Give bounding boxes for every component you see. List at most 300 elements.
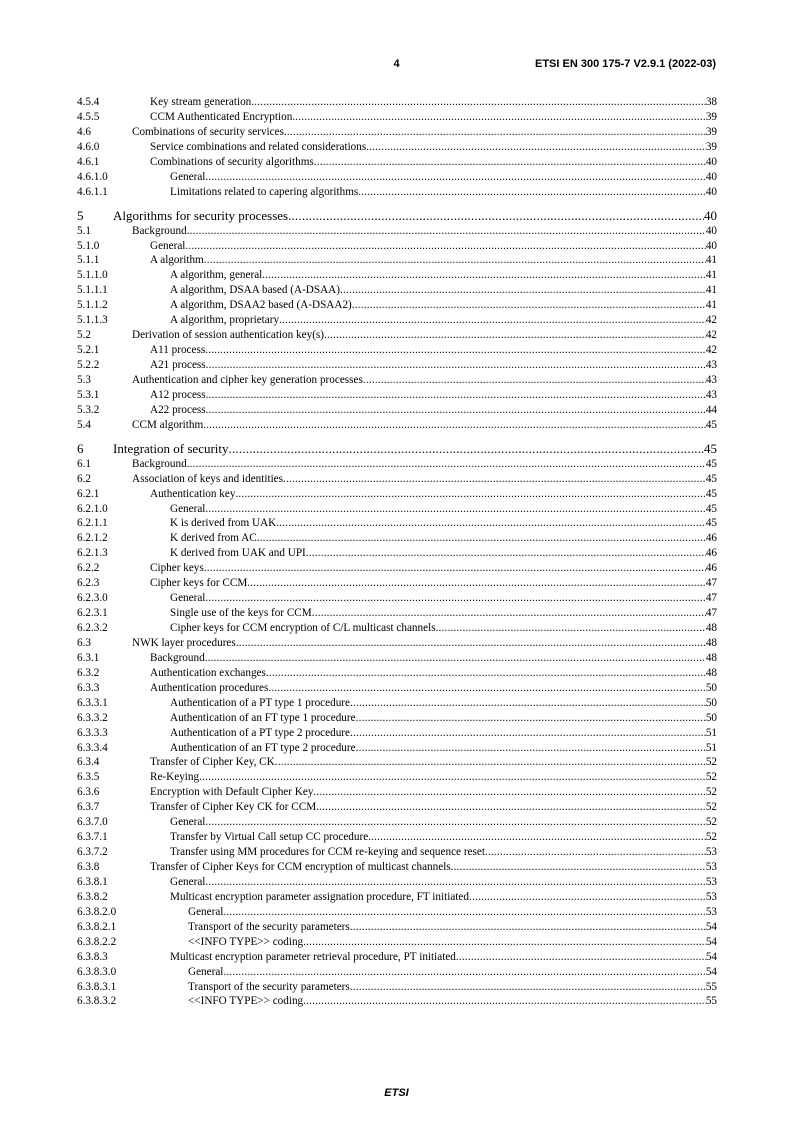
toc-entry-page: 42 xyxy=(705,329,717,342)
toc-entry-title: Authentication of a PT type 2 procedure xyxy=(170,726,350,739)
toc-leader-dots xyxy=(185,239,705,254)
toc-entry[interactable] xyxy=(77,755,717,770)
toc-entry[interactable] xyxy=(77,681,717,696)
toc-entry[interactable] xyxy=(77,770,717,785)
toc-entry-number: 6.3.8.3.1 xyxy=(77,980,117,993)
footer-org: ETSI xyxy=(384,1087,409,1099)
toc-entry-title: Service combinations and related considerations xyxy=(150,140,367,153)
toc-entry-title: Authentication of a PT type 1 procedure xyxy=(170,696,350,709)
toc-entry-title: <<INFO TYPE>> coding xyxy=(188,995,304,1008)
toc-entry[interactable] xyxy=(77,636,717,651)
toc-entry-title: <<INFO TYPE>> coding xyxy=(188,935,304,948)
toc-entry[interactable] xyxy=(77,666,717,681)
toc-entry-title: Re-Keying xyxy=(150,771,200,784)
toc-entry-page: 46 xyxy=(705,562,717,575)
toc-leader-dots xyxy=(356,711,706,726)
toc-entry-number: 4.6.1.1 xyxy=(77,185,108,198)
toc-leader-dots xyxy=(205,502,705,517)
toc-entry-page: 42 xyxy=(705,344,717,357)
toc-entry-page: 52 xyxy=(705,756,717,769)
toc-leader-dots xyxy=(352,298,706,313)
toc-entry-number: 5.2.1 xyxy=(77,344,100,357)
toc-entry-number: 6.3.8 xyxy=(77,861,100,873)
toc-entry-number: 5.3.2 xyxy=(77,403,100,416)
toc-leader-dots xyxy=(350,980,706,995)
toc-leader-dots xyxy=(223,905,705,920)
toc-entry-page: 43 xyxy=(705,388,717,401)
toc-leader-dots xyxy=(288,207,704,224)
toc-entry-page: 51 xyxy=(705,726,717,739)
toc-entry-page: 38 xyxy=(705,96,717,108)
toc-entry-number: 6.3.3.4 xyxy=(77,741,108,754)
toc-entry-page: 45 xyxy=(705,502,717,515)
toc-entry-title: General xyxy=(188,965,224,978)
toc-entry-number: 6.3.7 xyxy=(77,801,100,814)
toc-entry[interactable] xyxy=(77,726,717,741)
toc-leader-dots xyxy=(266,666,706,681)
toc-entry-title: Authentication key xyxy=(150,487,236,500)
toc-entry-title: General xyxy=(170,502,206,515)
toc-entry-page: 54 xyxy=(705,935,717,948)
toc-entry-title: Transfer of Cipher Key, CK xyxy=(150,756,275,769)
toc-entry-title: General xyxy=(188,905,224,918)
toc-leader-dots xyxy=(303,994,706,1009)
toc-entry[interactable] xyxy=(77,224,717,239)
toc-leader-dots xyxy=(205,875,705,890)
toc-entry-number: 6.2.2 xyxy=(77,562,100,575)
toc-entry-page: 47 xyxy=(705,577,717,590)
toc-leader-dots xyxy=(279,313,706,328)
toc-leader-dots xyxy=(205,170,705,185)
toc-entry-page: 53 xyxy=(705,890,717,903)
toc-entry[interactable] xyxy=(77,110,717,125)
toc-entry-title: NWK layer procedures xyxy=(132,636,236,649)
toc-entry-page: 48 xyxy=(705,636,717,649)
toc-entry[interactable] xyxy=(77,298,717,313)
toc-entry-page: 53 xyxy=(705,861,717,873)
toc-entry-page: 46 xyxy=(705,547,717,560)
toc-entry[interactable] xyxy=(77,253,717,268)
toc-entry[interactable] xyxy=(77,170,717,185)
toc-entry-number: 6.3.5 xyxy=(77,771,100,784)
toc-leader-dots xyxy=(223,965,705,980)
toc-entry-number: 5.1.1.1 xyxy=(77,284,108,297)
toc-entry[interactable] xyxy=(77,711,717,726)
toc-leader-dots xyxy=(205,591,705,606)
toc-entry-title: Cipher keys for CCM encryption of C/L multicast channels xyxy=(170,622,436,634)
toc-entry-page: 52 xyxy=(705,816,717,829)
toc-entry-title: A algorithm, DSAA based (A-DSAA) xyxy=(170,284,340,297)
toc-entry[interactable] xyxy=(77,651,717,666)
toc-entry-number: 5.4 xyxy=(77,418,91,431)
toc-entry-page: 41 xyxy=(705,254,717,267)
toc-entry-number: 5.3.1 xyxy=(77,388,100,401)
toc-leader-dots xyxy=(206,388,706,403)
toc-entry-title: Cipher keys xyxy=(150,562,204,575)
toc-entry-number: 6.3.3 xyxy=(77,681,100,694)
toc-leader-dots xyxy=(262,268,706,283)
toc-leader-dots xyxy=(350,920,706,935)
toc-entry-title: Authentication of an FT type 2 procedure xyxy=(170,741,356,754)
toc-entry-title: General xyxy=(170,170,206,183)
document-id: ETSI EN 300 175-7 V2.9.1 (2022-03) xyxy=(535,58,716,70)
toc-entry-number: 5.3 xyxy=(77,373,91,386)
toc-leader-dots xyxy=(187,457,706,472)
toc-leader-dots xyxy=(205,651,706,666)
toc-entry-page: 53 xyxy=(705,846,717,859)
toc-entry-page: 52 xyxy=(705,801,717,814)
toc-entry-title: K derived from AC xyxy=(170,532,257,545)
toc-entry[interactable] xyxy=(77,935,717,950)
toc-leader-dots xyxy=(205,815,705,830)
toc-entry-title: Key stream generation xyxy=(150,96,252,108)
toc-entry[interactable] xyxy=(77,830,717,845)
toc-entry-page: 54 xyxy=(705,950,717,963)
toc-entry-page: 44 xyxy=(705,403,717,416)
toc-entry-title: Transport of the security parameters xyxy=(188,920,350,933)
toc-entry-title: Authentication procedures xyxy=(150,681,269,694)
toc-leader-dots xyxy=(340,283,706,298)
toc-entry-page: 50 xyxy=(705,681,717,694)
toc-entry-number: 6.3.8.2.2 xyxy=(77,935,117,948)
toc-entry-number: 6.3.3.2 xyxy=(77,711,108,724)
toc-entry-number: 6 xyxy=(77,440,84,456)
toc-entry-number: 6.3.3.1 xyxy=(77,696,108,709)
toc-leader-dots xyxy=(456,950,706,965)
toc-entry-title: A21 process xyxy=(150,359,206,371)
toc-entry-page: 46 xyxy=(705,532,717,545)
toc-entry-title: Background xyxy=(132,224,187,237)
toc-entry-number: 6.2.3.0 xyxy=(77,592,108,605)
toc-entry-page: 40 xyxy=(704,207,717,223)
toc-entry-title: Algorithms for security processes xyxy=(113,207,289,223)
toc-leader-dots xyxy=(247,576,706,591)
toc-leader-dots xyxy=(368,830,706,845)
toc-entry[interactable] xyxy=(77,965,717,980)
toc-entry-number: 6.3.7.0 xyxy=(77,816,108,829)
toc-leader-dots xyxy=(206,358,706,373)
toc-entry-number: 4.6 xyxy=(77,125,91,138)
toc-entry[interactable] xyxy=(77,502,717,517)
toc-entry-number: 6.2.3 xyxy=(77,577,100,590)
toc-entry-title: Authentication and cipher key generation processes xyxy=(132,373,363,386)
toc-entry-page: 55 xyxy=(705,995,717,1008)
toc-entry[interactable] xyxy=(77,980,717,995)
toc-entry-page: 45 xyxy=(704,440,717,456)
toc-entry-title: A22 process xyxy=(150,403,206,416)
toc-leader-dots xyxy=(313,785,705,800)
toc-leader-dots xyxy=(204,561,706,576)
toc-entry-number: 6.3.4 xyxy=(77,756,100,769)
toc-entry-title: CCM algorithm xyxy=(132,418,204,431)
toc-entry-page: 45 xyxy=(705,487,717,500)
toc-entry[interactable] xyxy=(77,155,717,170)
toc-entry-title: Transport of the security parameters xyxy=(188,980,350,993)
toc-entry-title: Encryption with Default Cipher Key xyxy=(150,786,314,799)
toc-entry-number: 5.1.1 xyxy=(77,254,100,267)
toc-entry-title: Authentication exchanges xyxy=(150,666,266,679)
toc-entry-title: Multicast encryption parameter retrieval procedure, PT initiated xyxy=(170,950,456,963)
toc-entry[interactable] xyxy=(77,890,717,905)
toc-entry-title: Association of keys and identities xyxy=(132,472,284,485)
toc-entry-page: 41 xyxy=(705,299,717,312)
toc-entry[interactable] xyxy=(77,239,717,254)
toc-entry-number: 5.2.2 xyxy=(77,359,100,371)
toc-entry-title: K is derived from UAK xyxy=(170,517,277,530)
toc-entry[interactable] xyxy=(77,343,717,358)
toc-leader-dots xyxy=(284,125,706,140)
toc-entry-page: 48 xyxy=(705,651,717,664)
toc-entry-title: A11 process xyxy=(150,344,206,357)
toc-entry-title: Cipher keys for CCM xyxy=(150,577,248,590)
toc-entry-page: 55 xyxy=(705,980,717,993)
toc-entry-page: 52 xyxy=(705,831,717,844)
toc-entry-number: 6.3.8.2.1 xyxy=(77,920,117,933)
toc-leader-dots xyxy=(356,741,706,756)
toc-entry-page: 43 xyxy=(705,373,717,386)
toc-leader-dots xyxy=(485,845,706,860)
toc-leader-dots xyxy=(306,546,706,561)
toc-entry[interactable] xyxy=(77,920,717,935)
toc-entry[interactable] xyxy=(77,373,717,388)
toc-entry[interactable] xyxy=(77,125,717,140)
toc-entry-title: Multicast encryption parameter assignation procedure, FT initiated xyxy=(170,890,469,903)
toc-entry[interactable] xyxy=(77,95,717,110)
toc-entry[interactable] xyxy=(77,403,717,418)
toc-entry-page: 48 xyxy=(705,622,717,634)
toc-leader-dots xyxy=(206,403,706,418)
toc-leader-dots xyxy=(199,770,706,785)
toc-entry-number: 5.1.1.0 xyxy=(77,269,108,282)
toc-entry-number: 4.5.5 xyxy=(77,110,100,123)
toc-entry[interactable] xyxy=(77,207,717,224)
toc-entry[interactable] xyxy=(77,268,717,283)
toc-leader-dots xyxy=(324,328,706,343)
toc-entry-title: Derivation of session authentication key(s) xyxy=(132,329,325,342)
toc-entry-page: 40 xyxy=(705,170,717,183)
toc-entry-page: 39 xyxy=(705,125,717,138)
toc-entry-number: 6.2.1.2 xyxy=(77,532,108,545)
toc-entry-page: 52 xyxy=(705,786,717,799)
toc-entry-title: Transfer using MM procedures for CCM re-keying and sequence reset xyxy=(170,846,485,859)
toc-leader-dots xyxy=(303,935,706,950)
toc-leader-dots xyxy=(436,621,706,636)
toc-entry-page: 45 xyxy=(705,472,717,485)
toc-entry-number: 4.5.4 xyxy=(77,96,100,108)
toc-entry-title: A12 process xyxy=(150,388,206,401)
toc-entry-number: 6.3.7.2 xyxy=(77,846,108,859)
toc-entry[interactable] xyxy=(77,950,717,965)
toc-leader-dots xyxy=(350,726,706,741)
toc-entry[interactable] xyxy=(77,800,717,815)
toc-entry-page: 39 xyxy=(705,140,717,153)
toc-entry-page: 41 xyxy=(705,284,717,297)
toc-entry-number: 4.6.0 xyxy=(77,140,100,153)
toc-entry-number: 6.3.3.3 xyxy=(77,726,108,739)
toc-entry-number: 6.3 xyxy=(77,636,91,649)
toc-entry-number: 6.3.2 xyxy=(77,666,100,679)
toc-entry-number: 4.6.1 xyxy=(77,155,100,168)
toc-entry-page: 50 xyxy=(705,711,717,724)
toc-entry[interactable] xyxy=(77,531,717,546)
toc-entry[interactable] xyxy=(77,994,717,1009)
toc-entry[interactable] xyxy=(77,388,717,403)
toc-entry[interactable] xyxy=(77,875,717,890)
toc-entry[interactable] xyxy=(77,785,717,800)
page-number: 4 xyxy=(393,58,400,70)
toc-leader-dots xyxy=(451,860,706,875)
toc-entry-number: 6.3.8.3 xyxy=(77,950,108,963)
toc-leader-dots xyxy=(257,531,706,546)
toc-entry-number: 5.1.1.3 xyxy=(77,314,108,327)
toc-leader-dots xyxy=(205,343,706,358)
toc-entry-title: General xyxy=(170,816,206,829)
toc-entry[interactable] xyxy=(77,457,717,472)
toc-entry-page: 54 xyxy=(705,965,717,978)
toc-entry[interactable] xyxy=(77,313,717,328)
toc-entry-title: General xyxy=(150,239,186,252)
toc-entry-page: 43 xyxy=(705,359,717,371)
toc-leader-dots xyxy=(314,155,706,170)
toc-entry[interactable] xyxy=(77,328,717,343)
toc-entry-title: A algorithm xyxy=(150,254,204,267)
toc-entry-title: Integration of security xyxy=(113,440,229,456)
toc-entry-number: 6.3.7.1 xyxy=(77,831,108,844)
toc-leader-dots xyxy=(235,487,705,502)
toc-entry-title: CCM Authenticated Encryption xyxy=(150,110,293,123)
toc-entry-number: 6.2.3.1 xyxy=(77,607,108,620)
toc-entry[interactable] xyxy=(77,358,717,373)
toc-entry[interactable] xyxy=(77,696,717,711)
toc-entry-number: 6.2.1.3 xyxy=(77,547,108,560)
toc-entry-title: Background xyxy=(150,651,205,664)
toc-entry-number: 6.1 xyxy=(77,457,91,470)
toc-entry-number: 6.3.6 xyxy=(77,786,100,799)
toc-entry[interactable] xyxy=(77,741,717,756)
toc-entry[interactable] xyxy=(77,845,717,860)
toc-entry[interactable] xyxy=(77,472,717,487)
toc-leader-dots xyxy=(283,472,706,487)
toc-entry-page: 47 xyxy=(705,607,717,620)
toc-entry-title: General xyxy=(170,592,206,605)
toc-entry[interactable] xyxy=(77,905,717,920)
toc-entry-number: 5.1.1.2 xyxy=(77,299,108,312)
toc-leader-dots xyxy=(187,224,706,239)
toc-entry[interactable] xyxy=(77,546,717,561)
toc-entry-number: 5.1.0 xyxy=(77,239,100,252)
toc-entry-page: 50 xyxy=(705,696,717,709)
toc-entry-page: 40 xyxy=(705,155,717,168)
toc-entry-number: 6.3.8.3.2 xyxy=(77,995,117,1008)
toc-entry-title: Combinations of security algorithms xyxy=(150,155,314,168)
toc-entry[interactable] xyxy=(77,185,717,200)
toc-leader-dots xyxy=(350,696,706,711)
toc-entry[interactable] xyxy=(77,591,717,606)
toc-entry-page: 40 xyxy=(705,224,717,237)
toc-entry-page: 39 xyxy=(705,110,717,123)
toc-entry-page: 40 xyxy=(705,239,717,252)
toc-entry-number: 6.3.8.2.0 xyxy=(77,905,117,918)
toc-leader-dots xyxy=(366,140,706,155)
toc-entry[interactable] xyxy=(77,418,717,433)
toc-entry[interactable] xyxy=(77,516,717,531)
toc-entry[interactable] xyxy=(77,283,717,298)
toc-entry[interactable] xyxy=(77,621,717,636)
toc-entry-number: 5.1 xyxy=(77,224,91,237)
toc-entry-number: 5.2 xyxy=(77,329,91,342)
toc-leader-dots xyxy=(203,418,706,433)
toc-entry-number: 6.3.8.3.0 xyxy=(77,965,117,978)
toc-entry-title: A algorithm, general xyxy=(170,269,263,282)
toc-entry-page: 40 xyxy=(705,185,717,198)
toc-entry-title: Single use of the keys for CCM xyxy=(170,607,312,620)
toc-entry-title: Transfer of Cipher Keys for CCM encryption of multicast channels xyxy=(150,861,451,873)
toc-entry-page: 51 xyxy=(705,741,717,754)
toc-entry-number: 6.2.1.0 xyxy=(77,502,108,515)
toc-entry[interactable] xyxy=(77,440,717,457)
toc-leader-dots xyxy=(312,606,706,621)
toc-entry[interactable] xyxy=(77,140,717,155)
toc-entry-title: Limitations related to capering algorithms xyxy=(170,185,359,198)
toc-entry[interactable] xyxy=(77,487,717,502)
toc-leader-dots xyxy=(358,185,706,200)
toc-entry-page: 42 xyxy=(705,314,717,327)
toc-entry-number: 6.3.1 xyxy=(77,651,100,664)
toc-entry-page: 45 xyxy=(705,517,717,530)
toc-entry-title: Authentication of an FT type 1 procedure xyxy=(170,711,356,724)
toc-leader-dots xyxy=(363,373,706,388)
toc-entry-title: A algorithm, DSAA2 based (A-DSAA2) xyxy=(170,299,352,312)
toc-entry-title: K derived from UAK and UPI xyxy=(170,547,306,560)
toc-entry-number: 4.6.1.0 xyxy=(77,170,108,183)
toc-entry-title: Background xyxy=(132,457,187,470)
toc-leader-dots xyxy=(275,755,706,770)
toc-leader-dots xyxy=(236,636,706,651)
toc-leader-dots xyxy=(268,681,705,696)
toc-entry[interactable] xyxy=(77,561,717,576)
toc-leader-dots xyxy=(469,890,706,905)
toc-entry-page: 41 xyxy=(705,269,717,282)
toc-entry[interactable] xyxy=(77,815,717,830)
toc-leader-dots xyxy=(292,110,706,125)
toc-entry[interactable] xyxy=(77,860,717,875)
toc-entry-number: 6.3.8.2 xyxy=(77,890,108,903)
toc-entry[interactable] xyxy=(77,576,717,591)
toc-entry-page: 45 xyxy=(705,418,717,431)
toc-entry-page: 53 xyxy=(705,875,717,888)
toc-leader-dots xyxy=(276,516,706,531)
toc-entry-title: General xyxy=(170,875,206,888)
toc-leader-dots xyxy=(204,253,706,268)
toc-entry-number: 6.3.8.1 xyxy=(77,875,108,888)
toc-leader-dots xyxy=(316,800,706,815)
toc-entry-page: 52 xyxy=(705,771,717,784)
table-of-contents xyxy=(77,95,717,1009)
toc-entry-title: Transfer by Virtual Call setup CC procedure xyxy=(170,831,369,844)
toc-entry-page: 45 xyxy=(705,457,717,470)
toc-entry-page: 48 xyxy=(705,666,717,679)
toc-entry-title: Combinations of security services xyxy=(132,125,284,138)
toc-entry-number: 6.2.3.2 xyxy=(77,622,108,634)
toc-leader-dots xyxy=(229,440,704,457)
toc-entry-number: 6.2.1.1 xyxy=(77,517,108,530)
toc-entry[interactable] xyxy=(77,606,717,621)
toc-entry-number: 6.2.1 xyxy=(77,487,100,500)
toc-leader-dots xyxy=(251,95,706,110)
toc-entry-page: 53 xyxy=(705,905,717,918)
toc-entry-title: Transfer of Cipher Key CK for CCM xyxy=(150,801,317,814)
toc-entry-title: A algorithm, proprietary xyxy=(170,314,280,327)
